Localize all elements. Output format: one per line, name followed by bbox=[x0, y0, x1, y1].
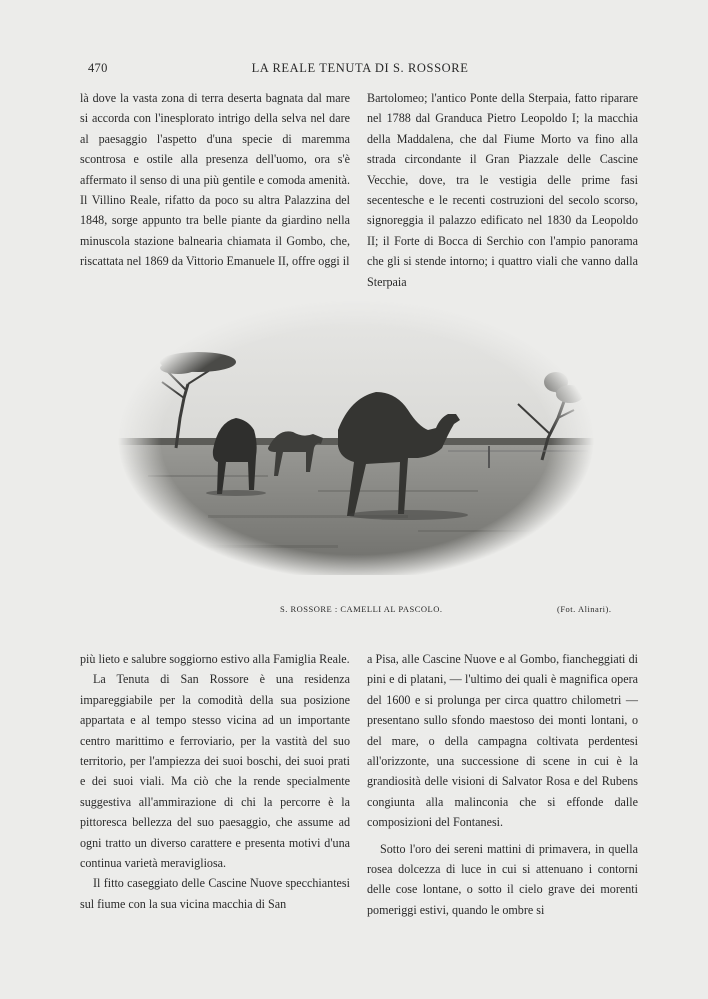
top-left-column bbox=[80, 88, 350, 272]
paragraph: Il fitto caseggiato delle Cascine Nuove specchiantesi sul fiume con la sua vicina macchia di San bbox=[80, 876, 350, 911]
paragraph: Bartolomeo; l'antico Ponte della Sterpaia, fatto riparare nel 1788 dal Granduca Pietro Leopoldo I; la macchia della Maddalena, che dal Fiume Morto va fino alla strada circondante il Gran Piazzale delle Cascine Vecchie, dove, tra le vestigia delle prime fasi secentesche e le recenti costruzioni del secolo scorso, signoreggia il palazzo edificato nel 1830 da Leopoldo II; il Forte di Bocca di Serchio con l'ampio panorama che gli si stende intorno; i quattro viali che vanno dalla Sterpaia bbox=[367, 91, 638, 289]
paragraph: più lieto e salubre soggiorno estivo alla Famiglia Reale. bbox=[80, 652, 350, 666]
paragraph: La Tenuta di San Rossore è una residenza impareggiabile per la comodità della sua posizione appartata e al tempo stesso vicina ad un importante centro marittimo e ferroviario, per la vastità del suo territorio, per l'ampiezza dei suoi boschi, dei suoi prati e dei suoi viali. Ma ciò che la rende specialmente suggestiva all'ammirazione di chi la percorre è la pittoresca bellezza del suo paesaggio, che assume ad ogni tratto un diverso carattere e presenta motivi d'una continua varietà meravigliosa. bbox=[80, 672, 350, 871]
figure-caption: S. ROSSORE : CAMELLI AL PASCOLO. bbox=[280, 604, 443, 614]
top-right-column bbox=[367, 88, 638, 292]
bottom-left-column bbox=[80, 649, 350, 914]
running-title: LA REALE TENUTA DI S. ROSSORE bbox=[251, 61, 469, 75]
photo-credit: (Fot. Alinari). bbox=[557, 604, 612, 614]
page-number: 470 bbox=[88, 61, 108, 75]
paragraph: a Pisa, alle Cascine Nuove e al Gombo, fiancheggiati di pini e di platani, — l'ultimo dei quali è magnifica opera del 1600 e si prolunga per circa quattro chilometri — presentano sullo sfondo maestoso dei monti lontani, o del mare, o della campagna coltivata perdentesi all'orizzonte, una successione di scene in cui è la grandiosità delle visioni di Salvator Rosa e del Rubens congiunta alla malinconia che si effonde dalle composizioni del Fontanesi. bbox=[367, 652, 638, 830]
paragraph: là dove la vasta zona di terra deserta bagnata dal mare si accorda con l'inesplorato intrigo della selva nel dare al paesaggio l'aspetto d'una specie di maremma scontrosa e ostile alla presenza dell'uomo, ora s'è affermato il senso di una più gentile e comoda amenità. Il Villino Reale, rifatto da poco su altra Palazzina del 1848, sorge appunto tra belle piante da giardino nella minuscola stazione balnearia chiamata il Gombo, che, riscattata nel 1869 da Vittorio Emanuele II, offre oggi il bbox=[80, 91, 350, 269]
camels-photograph bbox=[118, 300, 598, 575]
paragraph: Sotto l'oro dei sereni mattini di primavera, in quella rosea dolcezza di luce in cui si attenuano i contorni delle cose lontane, o sotto il cielo grave dei morenti pomeriggi estivi, quando le ombre si bbox=[367, 841, 638, 917]
bottom-right-column bbox=[367, 649, 638, 920]
